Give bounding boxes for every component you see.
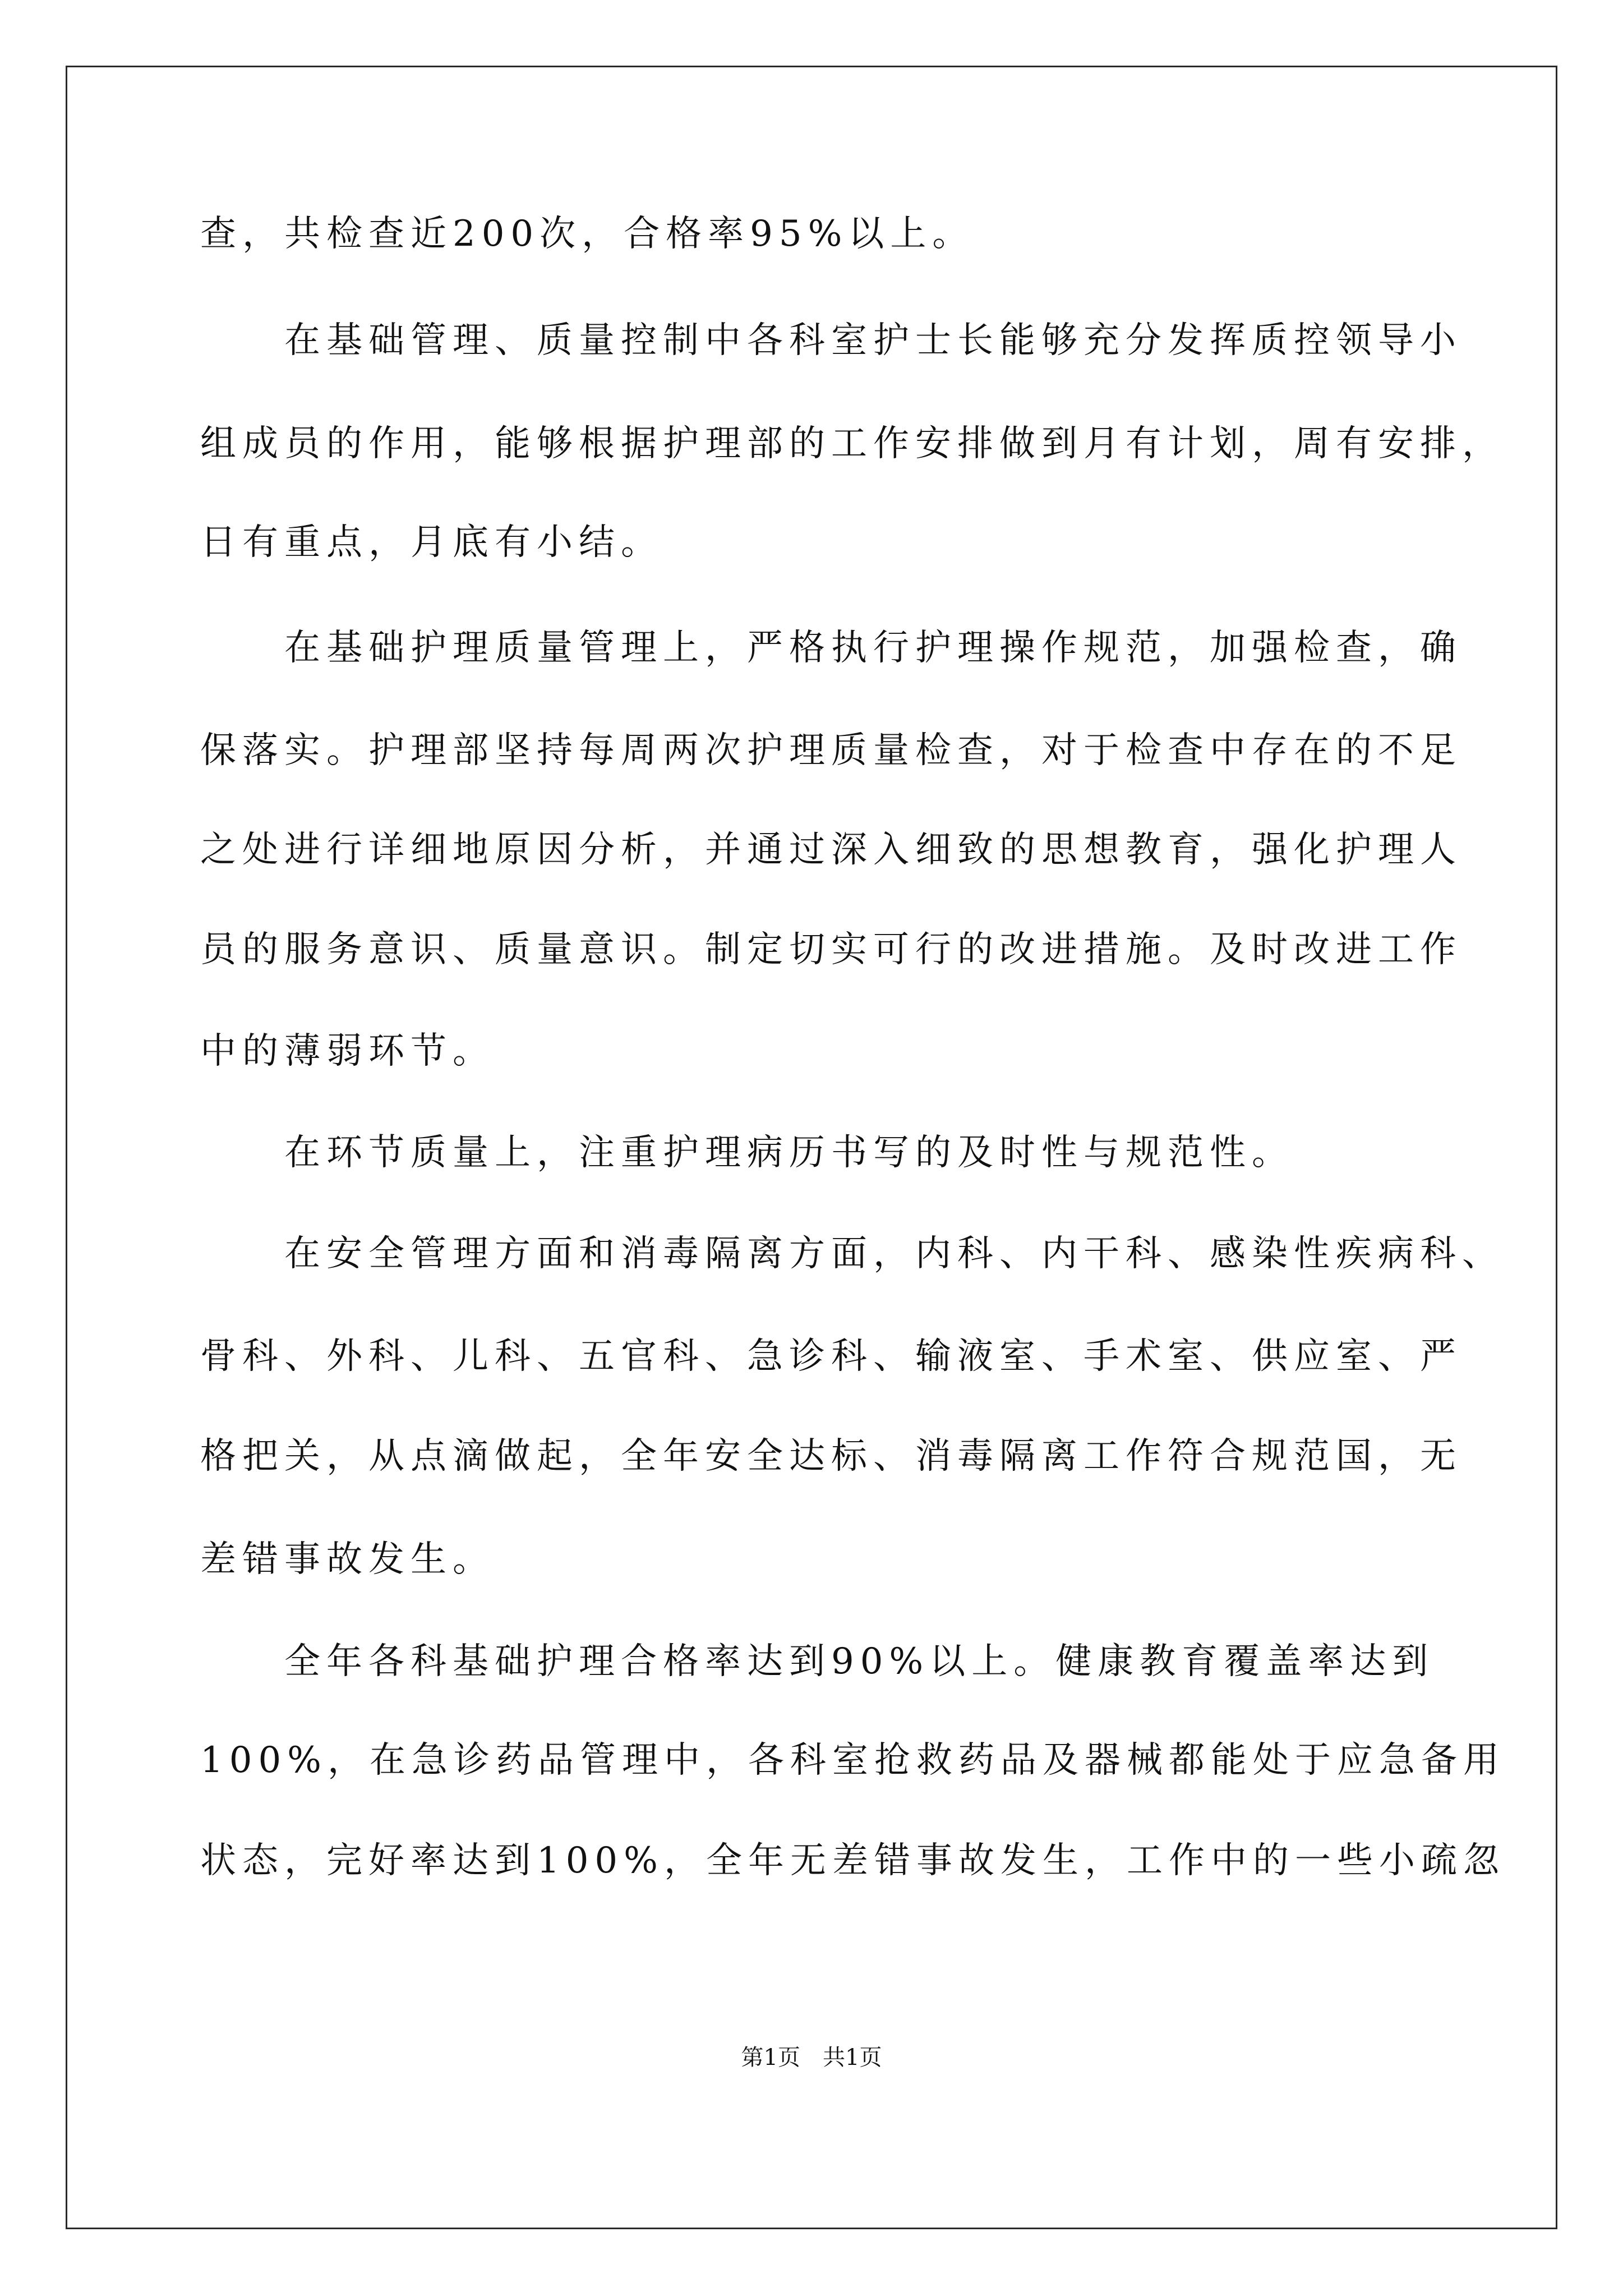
text-line: 100%，在急诊药品管理中，各科室抢救药品及器械都能处于应急备用: [200, 1740, 1505, 1781]
text-line: 之处进行详细地原因分析，并通过深入细致的思想教育，强化护理人: [200, 829, 1462, 871]
page-total: 共1页: [823, 2045, 882, 2070]
page-footer: [0, 2043, 1623, 2072]
text-line: 员的服务意识、质量意识。制定切实可行的改进措施。及时改进工作: [200, 929, 1462, 970]
text-line: 保落实。护理部坚持每周两次护理质量检查，对于检查中存在的不足: [200, 730, 1462, 771]
text-line: 在基础护理质量管理上，严格执行护理操作规范，加强检查，确: [284, 627, 1462, 669]
text-line: 状态，完好率达到100%，全年无差错事故发生，工作中的一些小疏忽: [200, 1840, 1505, 1881]
page-number: 第1页: [741, 2045, 800, 2070]
text-line: 差错事故发生。: [200, 1539, 495, 1580]
text-line: 在安全管理方面和消毒隔离方面，内科、内干科、感染性疾病科、: [284, 1233, 1504, 1274]
text-line: 在基础管理、质量控制中各科室护士长能够充分发挥质控领导小: [284, 320, 1462, 361]
text-line: 组成员的作用，能够根据护理部的工作安排做到月有计划，周有安排，: [200, 423, 1504, 464]
text-line: 中的薄弱环节。: [200, 1030, 495, 1072]
text-line: 查，共检查近200次，合格率95%以上。: [200, 213, 975, 255]
text-line: 格把关，从点滴做起，全年安全达标、消毒隔离工作符合规范国，无: [200, 1435, 1462, 1477]
text-line: 在环节质量上，注重护理病历书写的及时性与规范性。: [284, 1132, 1294, 1174]
text-line: 全年各科基础护理合格率达到90%以上。健康教育覆盖率达到: [284, 1641, 1435, 1682]
text-line: 骨科、外科、儿科、五官科、急诊科、输液室、手术室、供应室、严: [200, 1336, 1462, 1377]
text-line: 日有重点，月底有小结。: [200, 522, 663, 563]
